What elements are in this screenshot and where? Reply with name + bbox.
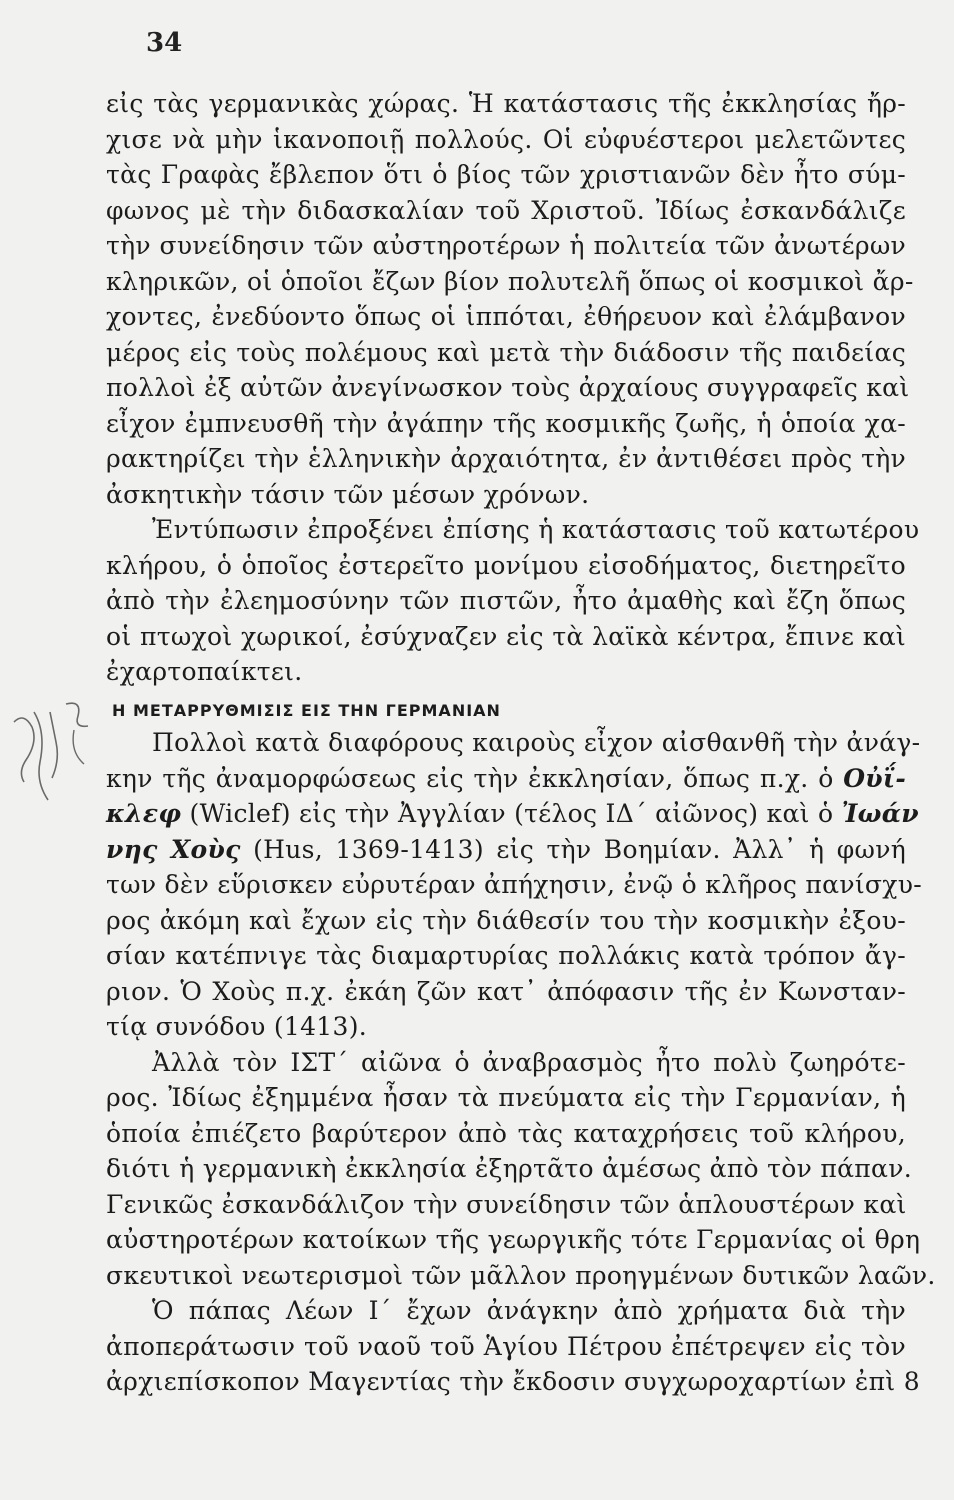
text-line: εἰς τὰς γερμανικὰς χώρας. Ἡ κατάστασις τῆς ἐκκλησίας ἤρ- — [106, 89, 906, 118]
text-line: οἱ πτωχοὶ χωρικοί, ἐσύχναζεν εἰς τὰ λαϊκὰ κέντρα, ἔπινε καὶ — [106, 621, 906, 651]
text-line: ρος ἀκόμη καὶ ἔχων εἰς τὴν διάθεσίν του τὴν κοσμικὴν ἐξου- — [106, 905, 906, 935]
name-hus: νης Χοὺς — [106, 834, 241, 864]
text-line: Πολλοὶ κατὰ διαφόρους καιροὺς εἶχον αἰσθανθῆ τὴν ἀνάγ- — [152, 728, 921, 757]
text-line: Ἐντύπωσιν ἐπροξένει ἐπίσης ἡ κατάστασις τοῦ κατωτέρου — [152, 515, 920, 544]
text-line: ρακτηρίζει τὴν ἑλληνικὴν ἀρχαιότητα, ἐν ἀντιθέσει πρὸς τὴν — [106, 444, 906, 473]
page-number: 34 — [146, 28, 183, 58]
text-line — [106, 832, 906, 868]
text-span: (Wiclef) εἰς τὴν Ἀγγλίαν (τέλος ΙΔ΄ αἰῶνος) καὶ ὁ — [189, 799, 834, 828]
name-wiclef: Οὐΐ- — [843, 763, 906, 793]
text-line: σκευτικοὶ νεωτερισμοὶ τῶν μᾶλλον προηγμένων δυτικῶν λαῶν. — [106, 1260, 936, 1290]
text-line: εἶχον ἐμπνευσθῆ τὴν ἀγάπην τῆς κοσμικῆς ζωῆς, ἡ ὁποία χα- — [106, 408, 906, 438]
text-line: φωνος μὲ τὴν διδασκαλίαν τοῦ Χριστοῦ. Ἰδίως ἐσκανδάλιζε — [106, 195, 906, 225]
text-line: κληρικῶν, οἱ ὁποῖοι ἔζων βίον πολυτελῆ ὅπως οἱ κοσμικοὶ ἄρ- — [106, 266, 914, 296]
text-line: κλήρου, ὁ ὁποῖος ἐστερεῖτο μονίμου εἰσοδήματος, διετηρεῖτο — [106, 550, 906, 580]
text-line: ἀρχιεπίσκοπον Μαγεντίας τὴν ἔκδοσιν συγχωροχαρτίων ἐπὶ 8 — [106, 1367, 920, 1396]
text-line: ἀσκητικὴν τάσιν τῶν μέσων χρόνων. — [106, 479, 590, 509]
text-line — [106, 761, 906, 797]
name-wiclef-end: κλεφ — [106, 799, 182, 828]
text-line: χισε νὰ μὴν ἱκανοποιῇ πολλούς. Οἱ εὐφυέστεροι μελετῶντες — [106, 124, 906, 154]
text-line: ριον. Ὁ Χοὺς π.χ. ἐκάη ζῶν κατ᾽ ἀπόφασιν τῆς ἐν Κωνσταν- — [106, 976, 906, 1006]
text-span: (Hus, 1369-1413) εἰς τὴν Βοημίαν. Ἀλλ᾽ ἡ φωνή — [253, 834, 906, 864]
text-line: σίαν κατέπνιγε τὰς διαμαρτυρίας πολλάκις κατὰ τρόπον ἄγ- — [106, 941, 906, 970]
section-heading: Η ΜΕΤΑΡΡΥΘΜΙΣΙΣ ΕΙΣ ΤΗΝ ΓΕΡΜΑΝΙΑΝ — [112, 700, 501, 720]
text-line: ὁποία ἐπιέζετο βαρύτερον ἀπὸ τὰς καταχρήσεις τοῦ κλήρου, — [106, 1118, 906, 1148]
text-line: τὴν συνείδησιν τῶν αὐστηροτέρων ἡ πολιτεία τῶν ἀνωτέρων — [106, 231, 906, 260]
text-line: Γενικῶς ἐσκανδάλιζον τὴν συνείδησιν τῶν ἁπλουστέρων καὶ — [106, 1189, 907, 1219]
name-hus-start: Ἰωάν — [841, 799, 919, 828]
text-line: αὐστηροτέρων κατοίκων τῆς γεωργικῆς τότε Γερμανίας οἱ θρη — [106, 1225, 921, 1254]
text-line: πολλοὶ ἐξ αὐτῶν ἀνεγίνωσκον τοὺς ἀρχαίους συγγραφεῖς καὶ — [106, 373, 910, 402]
text-line: ἀπὸ τὴν ἐλεημοσύνην τῶν πιστῶν, ἦτο ἀμαθὴς καὶ ἔζη ὅπως — [106, 586, 906, 615]
text-line: ρος. Ἰδίως ἐξημμένα ἦσαν τὰ πνεύματα εἰς τὴν Γερμανίαν, ἡ — [106, 1083, 906, 1112]
text-span: κην τῆς ἀναμορφώσεως εἰς τὴν ἐκκλησίαν, ὅπως π.χ. ὁ — [106, 763, 834, 793]
handwritten-mark — [4, 682, 104, 812]
text-line: των δὲν εὕρισκεν εὐρυτέραν ἀπήχησιν, ἐνῷ ὁ κλῆρος πανίσχυ- — [106, 870, 922, 899]
text-line: μέρος εἰς τοὺς πολέμους καὶ μετὰ τὴν διάδοσιν τῆς παιδείας — [106, 337, 906, 367]
text-line: χοντες, ἐνεδύοντο ὅπως οἱ ἱππόται, ἐθήρευον καὶ ἐλάμβανον — [106, 302, 906, 331]
text-line: διότι ἡ γερμανικὴ ἐκκλησία ἐξηρτᾶτο ἀμέσως ἀπὸ τὸν πάπαν. — [106, 1154, 912, 1183]
text-line — [106, 796, 919, 832]
text-line: ἐχαρτοπαίκτει. — [106, 657, 303, 686]
text-line: τὰς Γραφὰς ἔβλεπον ὅτι ὁ βίος τῶν χριστιανῶν δὲν ἦτο σύμ- — [106, 160, 906, 189]
body-text — [106, 86, 936, 1400]
text-line: ἀποπεράτωσιν τοῦ ναοῦ τοῦ Ἁγίου Πέτρου ἐπέτρεψεν εἰς τὸν — [106, 1331, 906, 1361]
text-line: Ὁ πάπας Λέων Ι΄ ἔχων ἀνάγκην ἀπὸ χρήματα διὰ τὴν — [152, 1296, 906, 1325]
text-line: τίᾳ συνόδου (1413). — [106, 1012, 367, 1041]
text-line: Ἀλλὰ τὸν ΙΣΤ΄ αἰῶνα ὁ ἀναβρασμὸς ἦτο πολὺ ζωηρότε- — [152, 1047, 906, 1077]
